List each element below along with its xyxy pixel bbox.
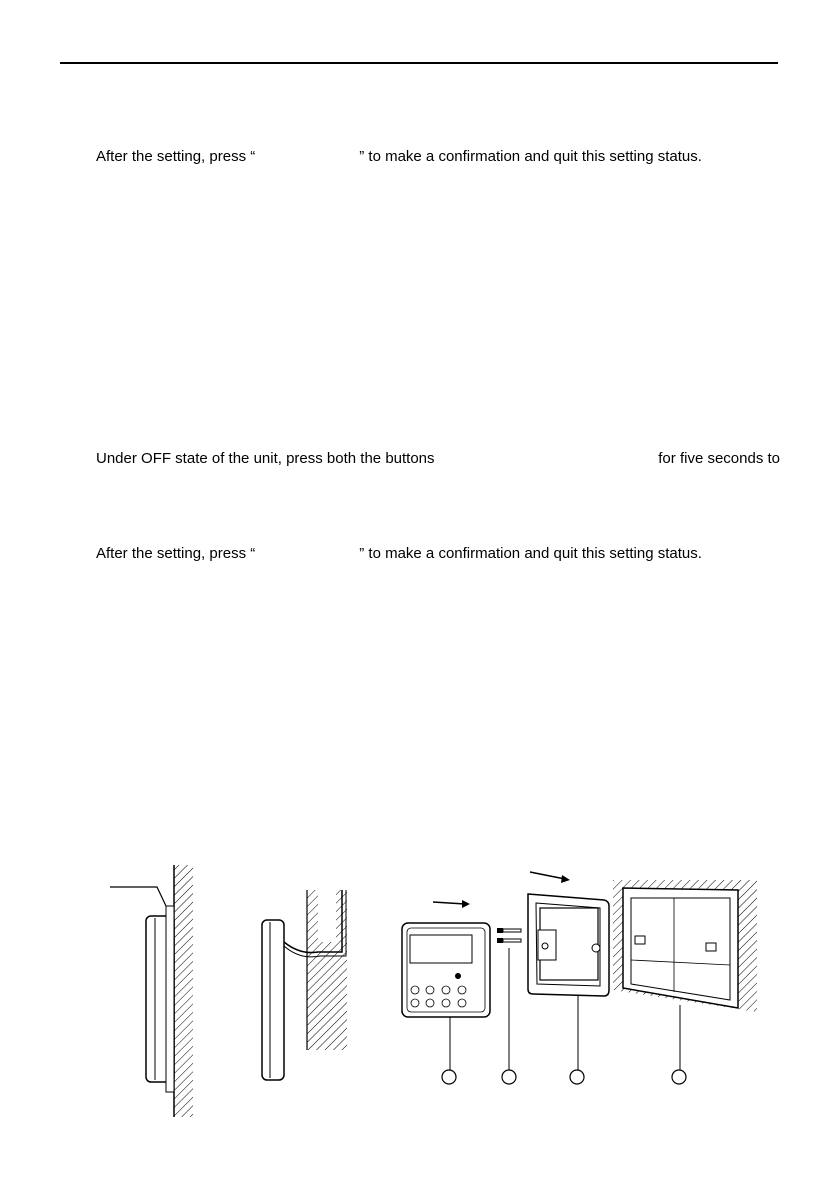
lcd-screen <box>410 935 472 963</box>
instruction-1-after: ” to make a confirmation and quit this setting status. <box>359 148 702 165</box>
instruction-line-1 <box>96 148 702 166</box>
wall-box <box>613 880 757 1084</box>
callout-1 <box>442 1070 456 1084</box>
callout-2 <box>502 1070 516 1084</box>
side-view-wall-mount <box>110 865 193 1117</box>
instruction-1-before: After the setting, press “ <box>96 148 256 165</box>
instruction-line-3 <box>96 545 702 563</box>
wall-hatch <box>174 865 193 1117</box>
instruction-2-before: Under OFF state of the unit, press both the buttons <box>96 450 435 467</box>
mounting-bracket <box>528 894 609 1084</box>
callout-3 <box>570 1070 584 1084</box>
installation-figure <box>0 855 839 1135</box>
side-view-cable-mount <box>262 890 347 1080</box>
controller-front <box>402 923 490 1084</box>
header-rule <box>60 62 778 64</box>
callout-4 <box>672 1070 686 1084</box>
leader-line <box>110 887 166 906</box>
instruction-3-after: ” to make a confirmation and quit this setting status. <box>359 545 702 562</box>
screws <box>497 928 521 1084</box>
instruction-3-before: After the setting, press “ <box>96 545 256 562</box>
instruction-2-after: for five seconds to <box>658 450 780 467</box>
controller-side-2 <box>262 920 284 1080</box>
